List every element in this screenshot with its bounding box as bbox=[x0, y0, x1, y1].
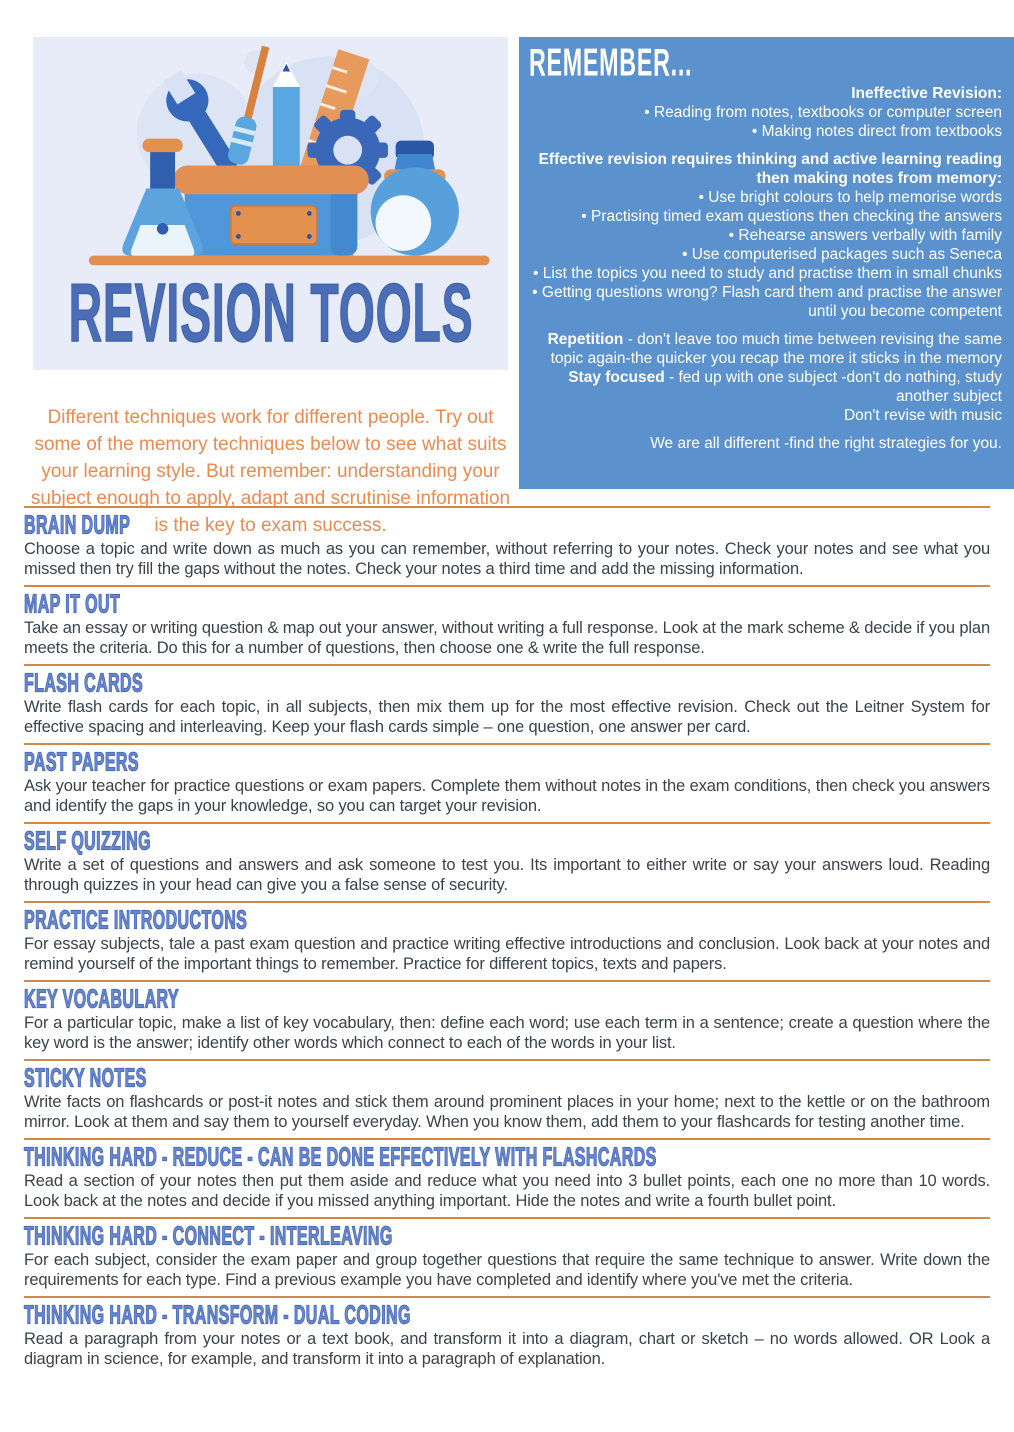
remember-box bbox=[519, 37, 1014, 489]
remember-line bbox=[529, 434, 1002, 453]
remember-line-text: • Use computerised packages such as Seneca bbox=[682, 245, 1002, 263]
technique-section bbox=[24, 1219, 990, 1298]
section-title: THINKING HARD - CONNECT - INTERLEAVING bbox=[24, 1222, 393, 1252]
remember-line bbox=[529, 368, 1002, 406]
remember-line-text: • Making notes direct from textbooks bbox=[751, 122, 1002, 140]
section-title: PAST PAPERS bbox=[24, 748, 139, 778]
section-title: SELF QUIZZING bbox=[24, 827, 151, 857]
section-body: Choose a topic and write down as much as you can remember, without referring to your notes. Check your notes and see what you missed then try fill the gaps without the notes. Check your notes a third time and add the missing information. bbox=[24, 540, 990, 578]
section-title: KEY VOCABULARY bbox=[24, 985, 179, 1015]
section-body: For each subject, consider the exam paper and group together questions that require the same technique to answer. Write down the requirements for each type. Find a previous example you have completed and identify where you've met the criteria. bbox=[24, 1251, 990, 1289]
remember-line bbox=[529, 245, 1002, 264]
section-title: BRAIN DUMP bbox=[24, 511, 131, 541]
remember-line-text: • Rehearse answers verbally with family bbox=[728, 226, 1002, 244]
section-title: THINKING HARD - REDUCE - CAN BE DONE EFFECTIVELY WITH FLASHCARDS bbox=[24, 1143, 657, 1173]
remember-line-text: - fed up with one subject -don't do nothing, study another subject bbox=[664, 368, 1002, 405]
remember-line bbox=[529, 330, 1002, 368]
remember-line bbox=[529, 226, 1002, 245]
technique-section bbox=[24, 666, 990, 745]
remember-line bbox=[529, 103, 1002, 122]
technique-section bbox=[24, 903, 990, 982]
remember-line-bold: Ineffective Revision: bbox=[851, 84, 1002, 102]
section-body: For essay subjects, tale a past exam question and practice writing effective introductions and conclusion. Look back at your notes and remind yourself of the important things to remember. Practice for different topics, texts and papers. bbox=[24, 935, 990, 973]
remember-line-text: • List the topics you need to study and practise them in small chunks bbox=[533, 264, 1002, 282]
technique-section bbox=[24, 1140, 990, 1219]
shelf bbox=[89, 256, 490, 266]
technique-section bbox=[24, 1298, 990, 1375]
sections-list bbox=[24, 506, 990, 1375]
remember-line bbox=[529, 188, 1002, 207]
intro-paragraph: Different techniques work for different people. Try out some of the memory techniques below to see what suits your learning style. But remember: understanding your subject enough to apply, adapt and scrutinise information is the key to exam success. bbox=[30, 407, 511, 536]
remember-line bbox=[529, 406, 1002, 425]
remember-line-text: • Use bright colours to help memorise words bbox=[698, 188, 1002, 206]
toolbox-illustration bbox=[33, 37, 508, 267]
section-body: Write flash cards for each topic, in all subjects, then mix them up for the most effective revision. Check out the Leitner System for effective spacing and interleaving. Keep your flash cards simple – one question, one answer per card. bbox=[24, 698, 990, 736]
remember-line-bold: Stay focused bbox=[568, 368, 665, 386]
section-body: Ask your teacher for practice questions or exam papers. Complete them without notes in the exam conditions, then check you answers and identify the gaps in your knowledge, so you can target your revision. bbox=[24, 777, 990, 815]
remember-line-bold: Repetition bbox=[547, 330, 624, 348]
section-title: PRACTICE INTRODUCTONS bbox=[24, 906, 248, 936]
section-body: Write facts on flashcards or post-it notes and stick them around prominent places in your home; next to the kettle or on the bathroom mirror. Look at them and say them to yourself everyday. When you know them, add them to your flashcards for testing another time. bbox=[24, 1093, 990, 1131]
remember-line bbox=[529, 84, 1002, 103]
remember-line-bold: Effective revision requires thinking and active learning reading then making notes from memory: bbox=[538, 150, 1002, 187]
technique-section bbox=[24, 587, 990, 666]
section-body: Take an essay or writing question & map out your answer, without writing a full response. Look at the mark scheme & decide if you plan meets the criteria. Do this for a number of questions, then choose one & write the full response. bbox=[24, 619, 990, 657]
technique-section bbox=[24, 824, 990, 903]
remember-line bbox=[529, 283, 1002, 321]
section-body: Read a paragraph from your notes or a text book, and transform it into a diagram, chart or sketch – no words allowed. OR Look a diagram in science, for example, and transform it into a paragraph of explanation. bbox=[24, 1330, 990, 1368]
remember-line bbox=[529, 150, 1002, 188]
section-title: FLASH CARDS bbox=[24, 669, 144, 699]
technique-section bbox=[24, 745, 990, 824]
remember-list bbox=[529, 84, 1002, 453]
hero-panel bbox=[33, 37, 508, 370]
section-body: Read a section of your notes then put them aside and reduce what you need into 3 bullet points, each one no more than 10 words. Look back at the notes and decide if you missed anything important. Hide the notes and write a fourth bullet point. bbox=[24, 1172, 990, 1210]
remember-line-text: • Reading from notes, textbooks or computer screen bbox=[644, 103, 1002, 121]
toolbox-icon bbox=[173, 165, 369, 255]
technique-section bbox=[24, 508, 990, 587]
section-title: STICKY NOTES bbox=[24, 1064, 147, 1094]
remember-line-text: • Getting questions wrong? Flash card them and practise the answer until you become competent bbox=[532, 283, 1002, 320]
section-body: For a particular topic, make a list of key vocabulary, then: define each word; use each term in a sentence; create a question where the key word is the answer; identify other words which connect to each of the words in your list. bbox=[24, 1014, 990, 1052]
page-title: REVISION TOOLS bbox=[68, 267, 473, 360]
remember-line-text: • Practising timed exam questions then checking the answers bbox=[581, 207, 1002, 225]
technique-section bbox=[24, 1061, 990, 1140]
section-title: MAP IT OUT bbox=[24, 590, 121, 620]
remember-line bbox=[529, 122, 1002, 141]
remember-line bbox=[529, 207, 1002, 226]
section-body: Write a set of questions and answers and ask someone to test you. Its important to either write or say your answers loud. Reading through quizzes in your head can give you a false sense of security. bbox=[24, 856, 990, 894]
technique-section bbox=[24, 982, 990, 1061]
remember-line-text: - don't leave too much time between revising the same topic again-the quicker you recap the more it sticks in the memory bbox=[550, 330, 1002, 367]
remember-line-text: We are all different -find the right strategies for you. bbox=[650, 434, 1002, 452]
remember-line bbox=[529, 264, 1002, 283]
remember-heading: REMEMBER... bbox=[529, 40, 693, 85]
remember-line-text: Don't revise with music bbox=[843, 406, 1002, 424]
section-title: THINKING HARD - TRANSFORM - DUAL CODING bbox=[24, 1301, 411, 1331]
